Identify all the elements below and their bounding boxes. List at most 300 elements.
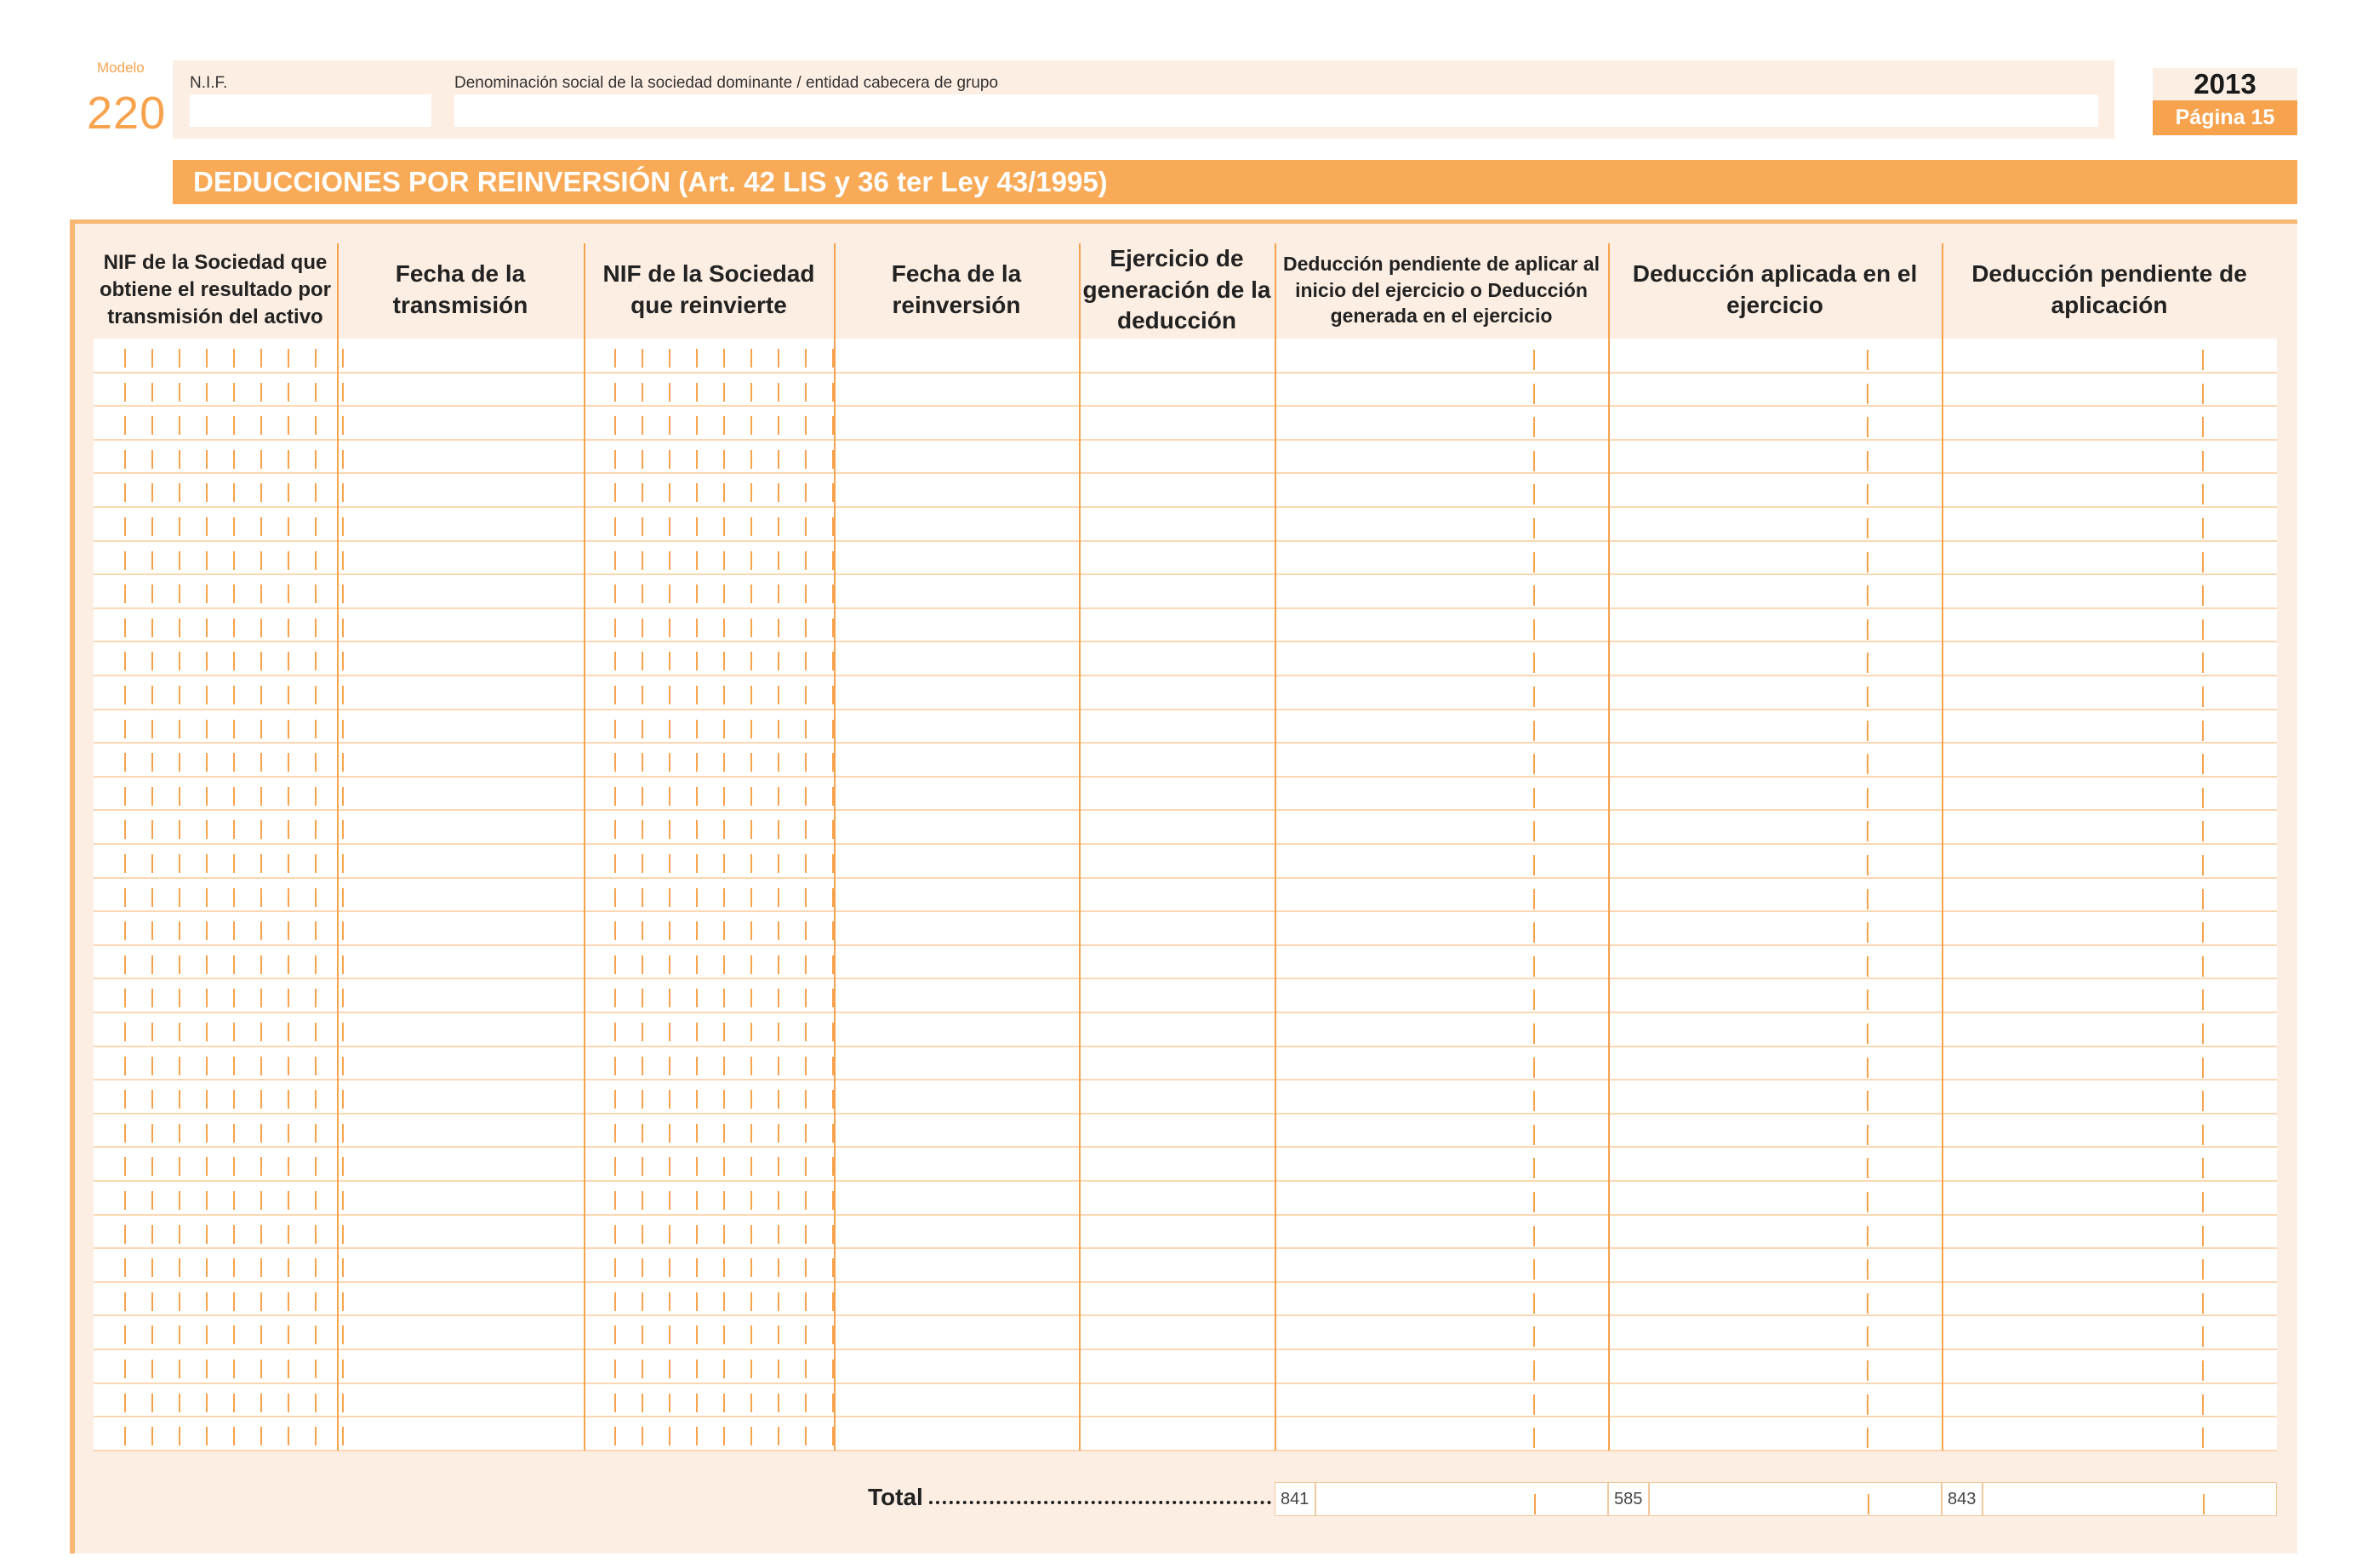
- table-row[interactable]: [94, 1012, 2277, 1046]
- nif-char-divider: [124, 1191, 126, 1210]
- nif-char-divider: [342, 383, 344, 402]
- nif-char-divider: [750, 720, 752, 738]
- nif-char-divider: [124, 753, 126, 772]
- nif-char-divider: [260, 1292, 262, 1311]
- nif-char-divider: [642, 820, 643, 839]
- table-row[interactable]: [94, 1080, 2277, 1114]
- nif-char-divider: [124, 1427, 126, 1445]
- nif-char-divider: [778, 450, 779, 469]
- nif-char-divider: [614, 383, 616, 402]
- nif-char-divider: [696, 854, 698, 873]
- nif-char-divider: [642, 888, 643, 907]
- decimal-divider: [1534, 1494, 1536, 1514]
- nif-char-divider: [805, 1427, 807, 1445]
- nif-char-divider: [260, 517, 262, 536]
- column-divider: [1608, 243, 1610, 1451]
- nif-char-divider: [723, 720, 725, 738]
- header-band: [173, 60, 2114, 139]
- decimal-divider: [2202, 484, 2204, 505]
- nif-char-divider: [151, 1023, 153, 1041]
- nif-char-divider: [642, 483, 643, 502]
- decimal-divider: [1867, 889, 1868, 909]
- nif-char-divider: [750, 383, 752, 402]
- nif-char-divider: [151, 1394, 153, 1412]
- nif-char-divider: [723, 1326, 725, 1344]
- nif-char-divider: [151, 989, 153, 1007]
- total-code-585: 585: [1614, 1490, 1643, 1508]
- table-row[interactable]: [94, 945, 2277, 979]
- table-row[interactable]: [94, 373, 2277, 407]
- nif-char-divider: [696, 888, 698, 907]
- nif-char-divider: [723, 383, 725, 402]
- nif-char-divider: [206, 1023, 208, 1041]
- decimal-divider: [1533, 653, 1535, 673]
- nif-char-divider: [778, 1360, 779, 1378]
- nif-char-divider: [750, 1225, 752, 1244]
- nif-char-divider: [233, 1326, 235, 1344]
- nif-char-divider: [288, 1360, 289, 1378]
- nif-char-divider: [288, 1057, 289, 1075]
- table-row[interactable]: [94, 978, 2277, 1012]
- nif-char-divider: [669, 921, 670, 940]
- nif-char-divider: [233, 989, 235, 1007]
- nif-char-divider: [179, 1124, 180, 1143]
- nif-char-divider: [179, 349, 180, 368]
- nif-char-divider: [179, 1157, 180, 1176]
- table-row[interactable]: [94, 473, 2277, 507]
- nif-char-divider: [315, 1191, 317, 1210]
- nif-char-divider: [642, 1157, 643, 1176]
- nif-char-divider: [614, 1023, 616, 1041]
- nif-char-divider: [696, 989, 698, 1007]
- nif-char-divider: [669, 1023, 670, 1041]
- nif-char-divider: [315, 1258, 317, 1277]
- nif-char-divider: [723, 619, 725, 637]
- decimal-divider: [2202, 821, 2204, 841]
- nif-char-divider: [342, 652, 344, 670]
- nif-char-divider: [151, 349, 153, 368]
- nif-char-divider: [614, 1292, 616, 1311]
- nif-char-divider: [342, 1090, 344, 1109]
- nif-char-divider: [750, 820, 752, 839]
- nif-char-divider: [614, 416, 616, 435]
- table-row[interactable]: [94, 878, 2277, 912]
- nif-char-divider: [614, 584, 616, 603]
- nif-field[interactable]: [190, 94, 431, 127]
- nif-char-divider: [723, 1394, 725, 1412]
- nif-char-divider: [151, 753, 153, 772]
- nif-char-divider: [233, 517, 235, 536]
- decimal-divider: [1867, 1091, 1868, 1111]
- nif-char-divider: [151, 551, 153, 570]
- modelo-number: 220: [87, 88, 167, 139]
- decimal-divider: [1867, 1293, 1868, 1314]
- nif-char-divider: [233, 483, 235, 502]
- nif-char-divider: [233, 787, 235, 806]
- nif-char-divider: [315, 854, 317, 873]
- nif-char-divider: [696, 584, 698, 603]
- table-row[interactable]: [94, 406, 2277, 440]
- decimal-divider: [1533, 989, 1535, 1010]
- nif-char-divider: [696, 1057, 698, 1075]
- decimal-divider: [1533, 956, 1535, 977]
- nif-char-divider: [315, 619, 317, 637]
- nif-char-divider: [642, 1326, 643, 1344]
- nif-char-divider: [696, 820, 698, 839]
- nif-char-divider: [233, 652, 235, 670]
- nif-char-divider: [151, 619, 153, 637]
- nif-char-divider: [669, 1191, 670, 1210]
- nif-char-divider: [778, 921, 779, 940]
- nif-char-divider: [723, 787, 725, 806]
- nif-char-divider: [723, 753, 725, 772]
- nif-char-divider: [260, 416, 262, 435]
- decimal-divider: [2202, 350, 2204, 370]
- nif-char-divider: [206, 1124, 208, 1143]
- nif-char-divider: [696, 1090, 698, 1109]
- table-row[interactable]: [94, 1282, 2277, 1316]
- table-row[interactable]: [94, 1147, 2277, 1181]
- nif-char-divider: [342, 1157, 344, 1176]
- nif-char-divider: [669, 1225, 670, 1244]
- nif-char-divider: [778, 955, 779, 974]
- nif-char-divider: [260, 989, 262, 1007]
- nif-char-divider: [260, 854, 262, 873]
- table-row[interactable]: [94, 1046, 2277, 1080]
- nif-char-divider: [206, 888, 208, 907]
- nif-char-divider: [260, 753, 262, 772]
- column-divider: [1079, 243, 1081, 1451]
- nif-char-divider: [342, 1225, 344, 1244]
- nif-char-divider: [151, 955, 153, 974]
- nif-char-divider: [614, 1360, 616, 1378]
- table-row[interactable]: [94, 810, 2277, 844]
- table-row[interactable]: [94, 777, 2277, 811]
- nif-char-divider: [315, 416, 317, 435]
- total-code-841: 841: [1281, 1490, 1309, 1508]
- nif-char-divider: [124, 854, 126, 873]
- nif-char-divider: [288, 1326, 289, 1344]
- column-divider: [337, 243, 339, 1451]
- decimal-divider: [1867, 350, 1868, 370]
- nif-char-divider: [805, 1394, 807, 1412]
- column-header-deduccion-pendiente: Deducción pendiente de aplicación: [1971, 260, 2247, 318]
- nif-char-divider: [260, 1057, 262, 1075]
- nif-char-divider: [179, 1023, 180, 1041]
- decimal-divider: [2202, 788, 2204, 808]
- nif-char-divider: [723, 1124, 725, 1143]
- nif-char-divider: [151, 517, 153, 536]
- nif-char-divider: [723, 1360, 725, 1378]
- nif-char-divider: [233, 1023, 235, 1041]
- nif-char-divider: [805, 483, 807, 502]
- nif-char-divider: [124, 720, 126, 738]
- nif-char-divider: [750, 1427, 752, 1445]
- nif-char-divider: [696, 1124, 698, 1143]
- table-row[interactable]: [94, 743, 2277, 777]
- decimal-divider: [2203, 1494, 2205, 1514]
- nif-char-divider: [778, 686, 779, 704]
- nif-char-divider: [288, 921, 289, 940]
- nif-char-divider: [315, 787, 317, 806]
- table-row[interactable]: [94, 1349, 2277, 1383]
- nif-char-divider: [206, 1225, 208, 1244]
- code-divider: [1982, 1483, 1983, 1516]
- nif-char-divider: [206, 1292, 208, 1311]
- nif-char-divider: [696, 349, 698, 368]
- nif-char-divider: [233, 720, 235, 738]
- nif-char-divider: [669, 416, 670, 435]
- decimal-divider: [2202, 687, 2204, 707]
- nif-char-divider: [260, 1191, 262, 1210]
- nif-char-divider: [778, 1427, 779, 1445]
- nif-char-divider: [179, 584, 180, 603]
- decimal-divider: [1533, 1023, 1535, 1044]
- nif-char-divider: [260, 349, 262, 368]
- nif-char-divider: [260, 584, 262, 603]
- decimal-divider: [2202, 518, 2204, 539]
- nif-char-divider: [179, 1191, 180, 1210]
- nif-char-divider: [342, 955, 344, 974]
- decimal-divider: [1533, 1158, 1535, 1178]
- nif-char-divider: [288, 1225, 289, 1244]
- nif-char-divider: [233, 584, 235, 603]
- nif-char-divider: [124, 1157, 126, 1176]
- nif-char-divider: [614, 1124, 616, 1143]
- decimal-divider: [1867, 1158, 1868, 1178]
- decimal-divider: [1867, 721, 1868, 741]
- nif-char-divider: [614, 854, 616, 873]
- nif-char-divider: [315, 1157, 317, 1176]
- nif-char-divider: [696, 1023, 698, 1041]
- nif-char-divider: [750, 1191, 752, 1210]
- table-row[interactable]: [94, 1114, 2277, 1148]
- nif-char-divider: [151, 720, 153, 738]
- column-divider: [584, 243, 585, 1451]
- nif-char-divider: [124, 1124, 126, 1143]
- nif-char-divider: [288, 1427, 289, 1445]
- total-cell-843[interactable]: [1942, 1482, 2277, 1516]
- nif-char-divider: [750, 416, 752, 435]
- nif-char-divider: [206, 1394, 208, 1412]
- nif-char-divider: [233, 820, 235, 839]
- nif-char-divider: [805, 349, 807, 368]
- table-row[interactable]: [94, 1417, 2277, 1451]
- nif-char-divider: [614, 955, 616, 974]
- nif-char-divider: [342, 517, 344, 536]
- nif-char-divider: [342, 1124, 344, 1143]
- nif-char-divider: [669, 1360, 670, 1378]
- nif-char-divider: [805, 584, 807, 603]
- nif-char-divider: [614, 517, 616, 536]
- table-row[interactable]: [94, 339, 2277, 373]
- table-row[interactable]: [94, 1315, 2277, 1349]
- decimal-divider: [1533, 1192, 1535, 1212]
- nif-char-divider: [342, 720, 344, 738]
- decimal-divider: [1867, 989, 1868, 1010]
- nif-char-divider: [151, 921, 153, 940]
- nif-char-divider: [750, 686, 752, 704]
- table-row[interactable]: [94, 507, 2277, 541]
- nif-char-divider: [151, 1090, 153, 1109]
- nif-char-divider: [778, 1394, 779, 1412]
- decimal-divider: [2202, 922, 2204, 943]
- nif-char-divider: [206, 753, 208, 772]
- nif-char-divider: [288, 1191, 289, 1210]
- nif-char-divider: [233, 1124, 235, 1143]
- nif-char-divider: [778, 787, 779, 806]
- nif-char-divider: [206, 652, 208, 670]
- nif-char-divider: [342, 416, 344, 435]
- nif-char-divider: [723, 1057, 725, 1075]
- denominacion-field[interactable]: [454, 94, 2098, 127]
- nif-char-divider: [206, 820, 208, 839]
- table-row[interactable]: [94, 608, 2277, 642]
- nif-char-divider: [151, 652, 153, 670]
- nif-char-divider: [124, 888, 126, 907]
- nif-char-divider: [260, 1326, 262, 1344]
- table-row[interactable]: [94, 710, 2277, 744]
- table-row[interactable]: [94, 1215, 2277, 1249]
- table-row[interactable]: [94, 1383, 2277, 1417]
- nif-char-divider: [614, 619, 616, 637]
- nif-char-divider: [151, 416, 153, 435]
- total-cell-841[interactable]: [1275, 1482, 1608, 1516]
- table-row[interactable]: [94, 541, 2277, 575]
- nif-char-divider: [179, 820, 180, 839]
- nif-char-divider: [342, 551, 344, 570]
- nif-char-divider: [260, 383, 262, 402]
- decimal-divider: [1867, 1058, 1868, 1078]
- nif-char-divider: [124, 1360, 126, 1378]
- nif-char-divider: [805, 720, 807, 738]
- nif-char-divider: [778, 619, 779, 637]
- nif-char-divider: [315, 584, 317, 603]
- nif-char-divider: [151, 584, 153, 603]
- nif-char-divider: [260, 483, 262, 502]
- nif-char-divider: [805, 383, 807, 402]
- nif-char-divider: [669, 1394, 670, 1412]
- nif-char-divider: [342, 619, 344, 637]
- table-row[interactable]: [94, 844, 2277, 878]
- nif-char-divider: [696, 1191, 698, 1210]
- decimal-divider: [1533, 1428, 1535, 1448]
- decimal-divider: [1867, 451, 1868, 471]
- column-divider: [834, 243, 836, 1451]
- nif-char-divider: [696, 619, 698, 637]
- nif-char-divider: [342, 1360, 344, 1378]
- table-row[interactable]: [94, 1181, 2277, 1215]
- nif-char-divider: [669, 584, 670, 603]
- nif-char-divider: [342, 1258, 344, 1277]
- modelo-label: Modelo: [97, 60, 145, 76]
- nif-char-divider: [260, 1394, 262, 1412]
- nif-char-divider: [642, 720, 643, 738]
- nif-char-divider: [288, 619, 289, 637]
- nif-char-divider: [614, 686, 616, 704]
- nif-char-divider: [805, 619, 807, 637]
- nif-char-divider: [124, 652, 126, 670]
- nif-char-divider: [614, 652, 616, 670]
- nif-char-divider: [669, 720, 670, 738]
- nif-char-divider: [696, 1427, 698, 1445]
- nif-char-divider: [696, 686, 698, 704]
- code-divider: [1315, 1483, 1316, 1516]
- table-row[interactable]: [94, 676, 2277, 710]
- nif-char-divider: [260, 955, 262, 974]
- nif-char-divider: [669, 551, 670, 570]
- nif-char-divider: [669, 1157, 670, 1176]
- nif-char-divider: [614, 1090, 616, 1109]
- decimal-divider: [1867, 1226, 1868, 1246]
- nif-char-divider: [642, 921, 643, 940]
- nif-char-divider: [315, 383, 317, 402]
- nif-char-divider: [614, 1157, 616, 1176]
- decimal-divider: [2202, 1326, 2204, 1347]
- nif-char-divider: [260, 787, 262, 806]
- decimal-divider: [1533, 1259, 1535, 1280]
- decimal-divider: [1533, 1226, 1535, 1246]
- nif-char-divider: [342, 1394, 344, 1412]
- nif-char-divider: [778, 1292, 779, 1311]
- nif-char-divider: [614, 483, 616, 502]
- nif-char-divider: [179, 383, 180, 402]
- nif-char-divider: [260, 921, 262, 940]
- nif-char-divider: [723, 820, 725, 839]
- nif-char-divider: [206, 551, 208, 570]
- nif-char-divider: [614, 1258, 616, 1277]
- nif-char-divider: [614, 1427, 616, 1445]
- nif-char-divider: [179, 921, 180, 940]
- nif-char-divider: [642, 854, 643, 873]
- decimal-divider: [1533, 922, 1535, 943]
- nif-char-divider: [614, 450, 616, 469]
- total-cell-585[interactable]: [1608, 1482, 1942, 1516]
- nif-char-divider: [723, 921, 725, 940]
- decimal-divider: [1533, 484, 1535, 505]
- table-row[interactable]: [94, 1248, 2277, 1282]
- nif-char-divider: [642, 1191, 643, 1210]
- decimal-divider: [2202, 1192, 2204, 1212]
- nif-char-divider: [642, 753, 643, 772]
- nif-char-divider: [206, 1326, 208, 1344]
- nif-char-divider: [642, 416, 643, 435]
- table-row[interactable]: [94, 641, 2277, 676]
- nif-char-divider: [288, 551, 289, 570]
- column-header-ejercicio-generacion: Ejercicio de generación de la deducción: [1082, 244, 1271, 334]
- table-row[interactable]: [94, 574, 2277, 608]
- table-row[interactable]: [94, 911, 2277, 945]
- nif-char-divider: [233, 1057, 235, 1075]
- nif-char-divider: [669, 349, 670, 368]
- nif-char-divider: [614, 820, 616, 839]
- code-divider: [1648, 1483, 1650, 1516]
- nif-char-divider: [124, 349, 126, 368]
- nif-char-divider: [288, 820, 289, 839]
- table-row[interactable]: [94, 440, 2277, 474]
- nif-char-divider: [342, 483, 344, 502]
- nif-char-divider: [151, 888, 153, 907]
- nif-char-divider: [315, 1057, 317, 1075]
- nif-char-divider: [669, 989, 670, 1007]
- nif-char-divider: [614, 551, 616, 570]
- nif-char-divider: [260, 1225, 262, 1244]
- nif-char-divider: [233, 686, 235, 704]
- nif-char-divider: [288, 1124, 289, 1143]
- nif-char-divider: [206, 1057, 208, 1075]
- decimal-divider: [2202, 889, 2204, 909]
- decimal-divider: [2202, 1023, 2204, 1044]
